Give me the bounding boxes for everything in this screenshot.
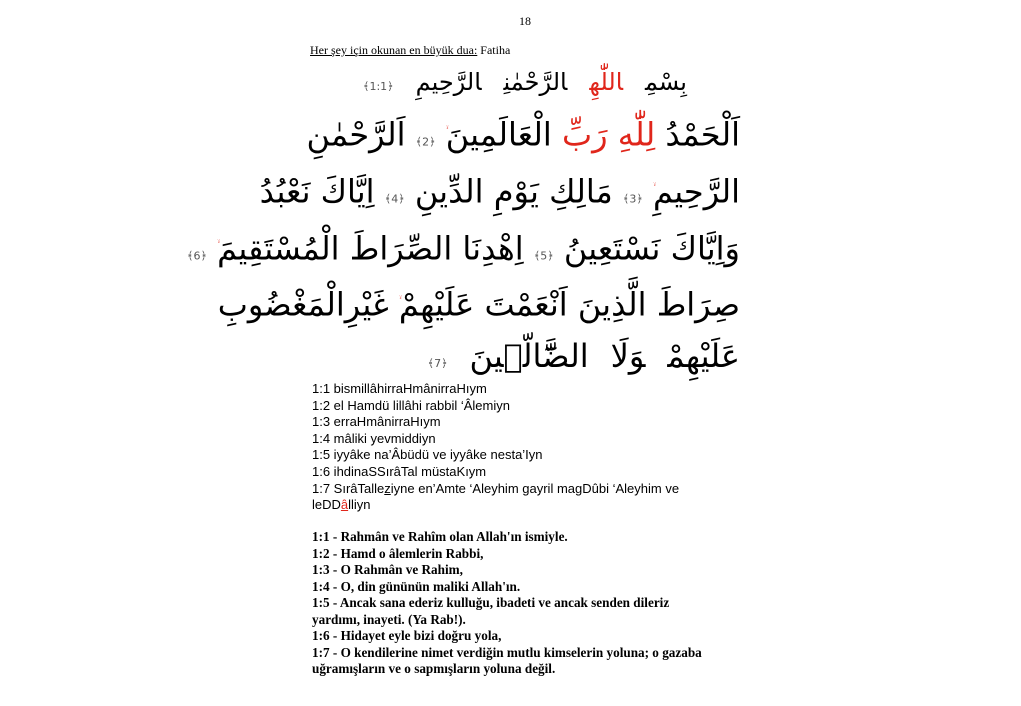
arabic-word: نَسْتَعِينُ	[563, 229, 661, 268]
arabic-basmala	[340, 62, 710, 107]
transliteration-block	[312, 381, 732, 514]
transliteration-line: 1:4 mâliki yevmiddiyn	[312, 430, 436, 446]
arabic-word: مَالِكِ	[549, 172, 613, 211]
transliteration-text: leDD	[312, 497, 341, 513]
arabic-word: الدِّينِ	[414, 172, 484, 211]
arabic-word: غَيْرِالْمَغْضُوبِ	[217, 285, 389, 324]
arabic-word: يَوْمِ	[493, 172, 539, 211]
arabic-word: اَلرَّحْمٰنِ	[306, 115, 406, 154]
arabic-line-4	[217, 274, 740, 333]
transliteration-line: 1:5 iyyâke na’Âbüdü ve iyyâke nesta’Iyn	[312, 447, 543, 463]
translation-line: 1:2 - Hamd o âlemlerin Rabbi,	[312, 545, 484, 561]
arabic-word: اِهْدِنَا	[462, 229, 524, 268]
transliteration-highlighted-letter: â	[340, 497, 349, 513]
transliteration-text: lliyn	[348, 497, 371, 513]
arabic-word: عَلَيْهِمْ	[398, 285, 475, 324]
translation-line: uğramışların ve o sapmışların yoluna değil.	[312, 661, 556, 676]
transliteration-line	[312, 481, 732, 498]
translation-line: 1:5 - Ancak sana ederiz kulluğu, ibadeti ve ancak senden dileriz	[312, 595, 670, 610]
verse-marker: ﴿6﴾	[186, 249, 207, 263]
transliteration-line	[312, 497, 732, 514]
arabic-word: اَلْحَمْدُ	[665, 115, 740, 154]
arabic-word: نَعْبُدُ	[259, 172, 311, 211]
arabic-word: بِسْمِ	[645, 68, 687, 96]
translation-line: 1:1 - Rahmân ve Rahîm olan Allah'ın ismiyle.	[312, 529, 568, 544]
arabic-word: الَّذِينَ	[577, 285, 647, 324]
transliteration-line: 1:2 el Hamdü lillâhi rabbil ‘Âlemiyn	[312, 397, 510, 413]
arabic-word: الصِّرَاطَ	[349, 229, 453, 268]
arabic-word: الرَّحِيمِ	[652, 172, 740, 211]
translation-line: 1:6 - Hidayet eyle bizi doğru yola,	[312, 628, 502, 643]
arabic-word-rabb: رَبِّ	[561, 115, 608, 154]
translation-block	[312, 529, 740, 678]
arabic-word: وَلَا	[610, 337, 646, 375]
verse-marker: ﴿7﴾	[427, 357, 448, 370]
arabic-word: عَلَيْهِمْ	[667, 337, 740, 375]
arabic-word: الْعَالَمِينَ	[445, 115, 552, 154]
heading-surah-name: Fatiha	[477, 43, 511, 57]
arabic-word-allah: اللّٰهِ	[589, 68, 624, 96]
transliteration-text: 1:7 SırâTalle	[312, 480, 385, 496]
arabic-word: اِيَّاكَ	[320, 172, 375, 211]
document-page	[186, 0, 740, 706]
verse-marker: ﴿3﴾	[622, 192, 643, 206]
translation-line: 1:3 - O Rahmân ve Rahim,	[312, 562, 463, 577]
verse-marker: ﴿4﴾	[384, 192, 405, 206]
transliteration-underlined-letter: z	[384, 480, 391, 496]
arabic-word: الضَّٓالّ۪ينَ	[469, 337, 589, 375]
page-number: 18	[519, 14, 531, 28]
translation-line: 1:7 - O kendilerine nimet verdiğin mutlu kimselerin yoluna; o gazaba	[312, 644, 702, 660]
transliteration-text: iyne en’Amte ‘Aleyhim gayril magDûbi ‘Aleyhim ve	[390, 480, 680, 496]
arabic-word-allah: لِلّٰهِ	[617, 115, 656, 154]
transliteration-line: 1:1 bismillâhirraHmânirraHıym	[312, 381, 487, 396]
transliteration-line: 1:6 ihdinaSSırâTal müstaKıym	[312, 463, 487, 479]
translation-line: 1:4 - O, din gününün maliki Allah'ın.	[312, 578, 521, 594]
translation-line: yardımı, inayeti. (Ya Rab!).	[312, 611, 466, 627]
verse-marker: ﴿1:1﴾	[363, 80, 394, 93]
arabic-word: وَاِيَّاكَ	[670, 229, 740, 268]
transliteration-line: 1:3 erraHmânirraHıym	[312, 414, 441, 430]
arabic-word: الْمُسْتَقِيمَ	[217, 229, 340, 268]
section-heading	[310, 43, 510, 58]
arabic-word: الرَّحْمٰنِ	[503, 68, 568, 96]
arabic-word: الرَّحِيمِ	[415, 68, 482, 96]
arabic-word: اَنْعَمْتَ	[484, 285, 568, 324]
arabic-word: صِرَاطَ	[656, 285, 740, 324]
verse-marker: ﴿5﴾	[533, 249, 554, 263]
verse-marker: ﴿2﴾	[415, 135, 436, 149]
heading-underlined: Her şey için okunan en büyük dua:	[310, 43, 478, 57]
